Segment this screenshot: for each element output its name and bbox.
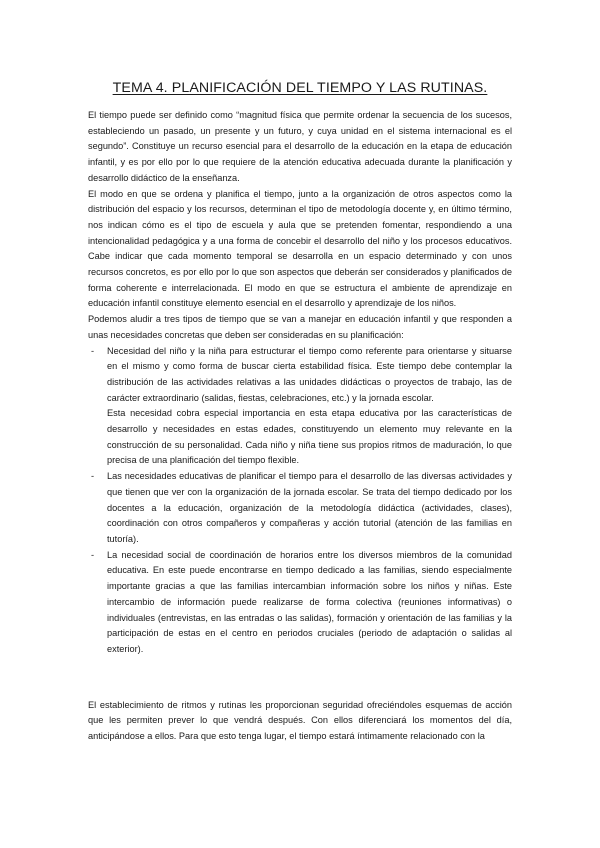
document-body	[88, 108, 512, 745]
list-item-text: - Necesidad del niño y la niña para estructurar el tiempo como referente para orientarse y situarse en el mismo y como forma de buscar cierta estabilidad física. Este tiempo debe contemplar la distribución de las actividades relativas a las unidades didácticas o proyectos de trabajo, las de carácter extraordinario (salidas, fiestas, celebraciones, etc.) y la jornada escolar.	[107, 345, 512, 403]
page-title	[0, 80, 600, 96]
list-item-text: - Las necesidades educativas de planificar el tiempo para el desarrollo de las diversas actividades y que tienen que ver con la organización de la jornada escolar. Se trata del tiempo dedicado por los docentes a la educación, organización de la metodología didáctica (actividades, clases), coordinación con otros compañeros y compañeras y acción tutorial (atención de las familias en tutoría).	[107, 471, 512, 544]
list-item-continuation: Esta necesidad cobra especial importancia en esta etapa educativa por las características de desarrollo y necesidades en estas edades, constituyendo un elemento muy relevante en la construcción de su personalidad. Cada niño y niña tiene sus propios ritmos de maduración, lo que precisa de una planificación del tiempo flexible.	[107, 408, 512, 466]
list-item-educational-needs	[88, 469, 512, 548]
time-types-list	[88, 344, 512, 658]
page-title-text: TEMA 4. PLANIFICACIÓN DEL TIEMPO Y LAS RUTINAS.	[112, 80, 488, 96]
list-item-child-needs	[88, 344, 512, 470]
paragraph-rhythms-routines: El establecimiento de ritmos y rutinas les proporcionan seguridad ofreciéndoles esquemas de acción que les permiten prever lo que vendrá después. Con ellos diferenciará los momentos del día, anticipándose a ellos. Para que esto tenga lugar, el tiempo estará íntimamente relacionado con la	[88, 699, 512, 742]
list-item-social-needs	[88, 548, 512, 658]
list-item-text: - La necesidad social de coordinación de horarios entre los diversos miembros de la comunidad educativa. En este puede encontrarse en tiempo dedicado a las familias, siendo especialmente importante gracias a que las familias intercambian información sobre los niños y niñas. Este intercambio de información puede realizarse de forma colectiva (reuniones informativas) o individuales (entrevistas, en las entradas o las salidas), formación y orientación de las familias y la participación de estas en el centro en periodos cruciales (periodo de adaptación o salidas al exterior).	[107, 549, 512, 654]
paragraph-time-organization: El modo en que se ordena y planifica el tiempo, junto a la organización de otros aspectos como la distribución del espacio y los recursos, determinan el tipo de metodología docente y, en último término, nos indican cómo es el tipo de escuela y aula que se pretenden fomentar, respondiendo a una intencionalidad pedagógica y a una forma de concebir el desarrollo del niño y los procesos educativos. Cabe indicar que cada momento temporal se desarrolla en un espacio determinado y con unos recursos concretos, es por ello por lo que son aspectos que deberán ser considerados y planificados de forma coherente e interrelacionada. El modo en que se estructura el ambiente de aprendizaje en educación infantil constituye elemento esencial en el desarrollo y aprendizaje de los niños.	[88, 188, 512, 309]
paragraph-intro: El tiempo puede ser definido como “magnitud física que permite ordenar la secuencia de los sucesos, estableciendo un pasado, un presente y un futuro, y cuya unidad en el sistema internacional es el segundo”. Constituye un recurso esencial para el desarrollo de la educación en la etapa de educación infantil, y es por ello por lo que requiere de la atención educativa adecuada durante la planificación y desarrollo didáctico de la enseñanza.	[88, 110, 512, 183]
paragraph-time-types-intro: Podemos aludir a tres tipos de tiempo que se van a manejar en educación infantil y que responden a unas necesidades concretas que deben ser consideradas en su planificación:	[88, 314, 512, 340]
paragraph-gap	[88, 658, 512, 698]
